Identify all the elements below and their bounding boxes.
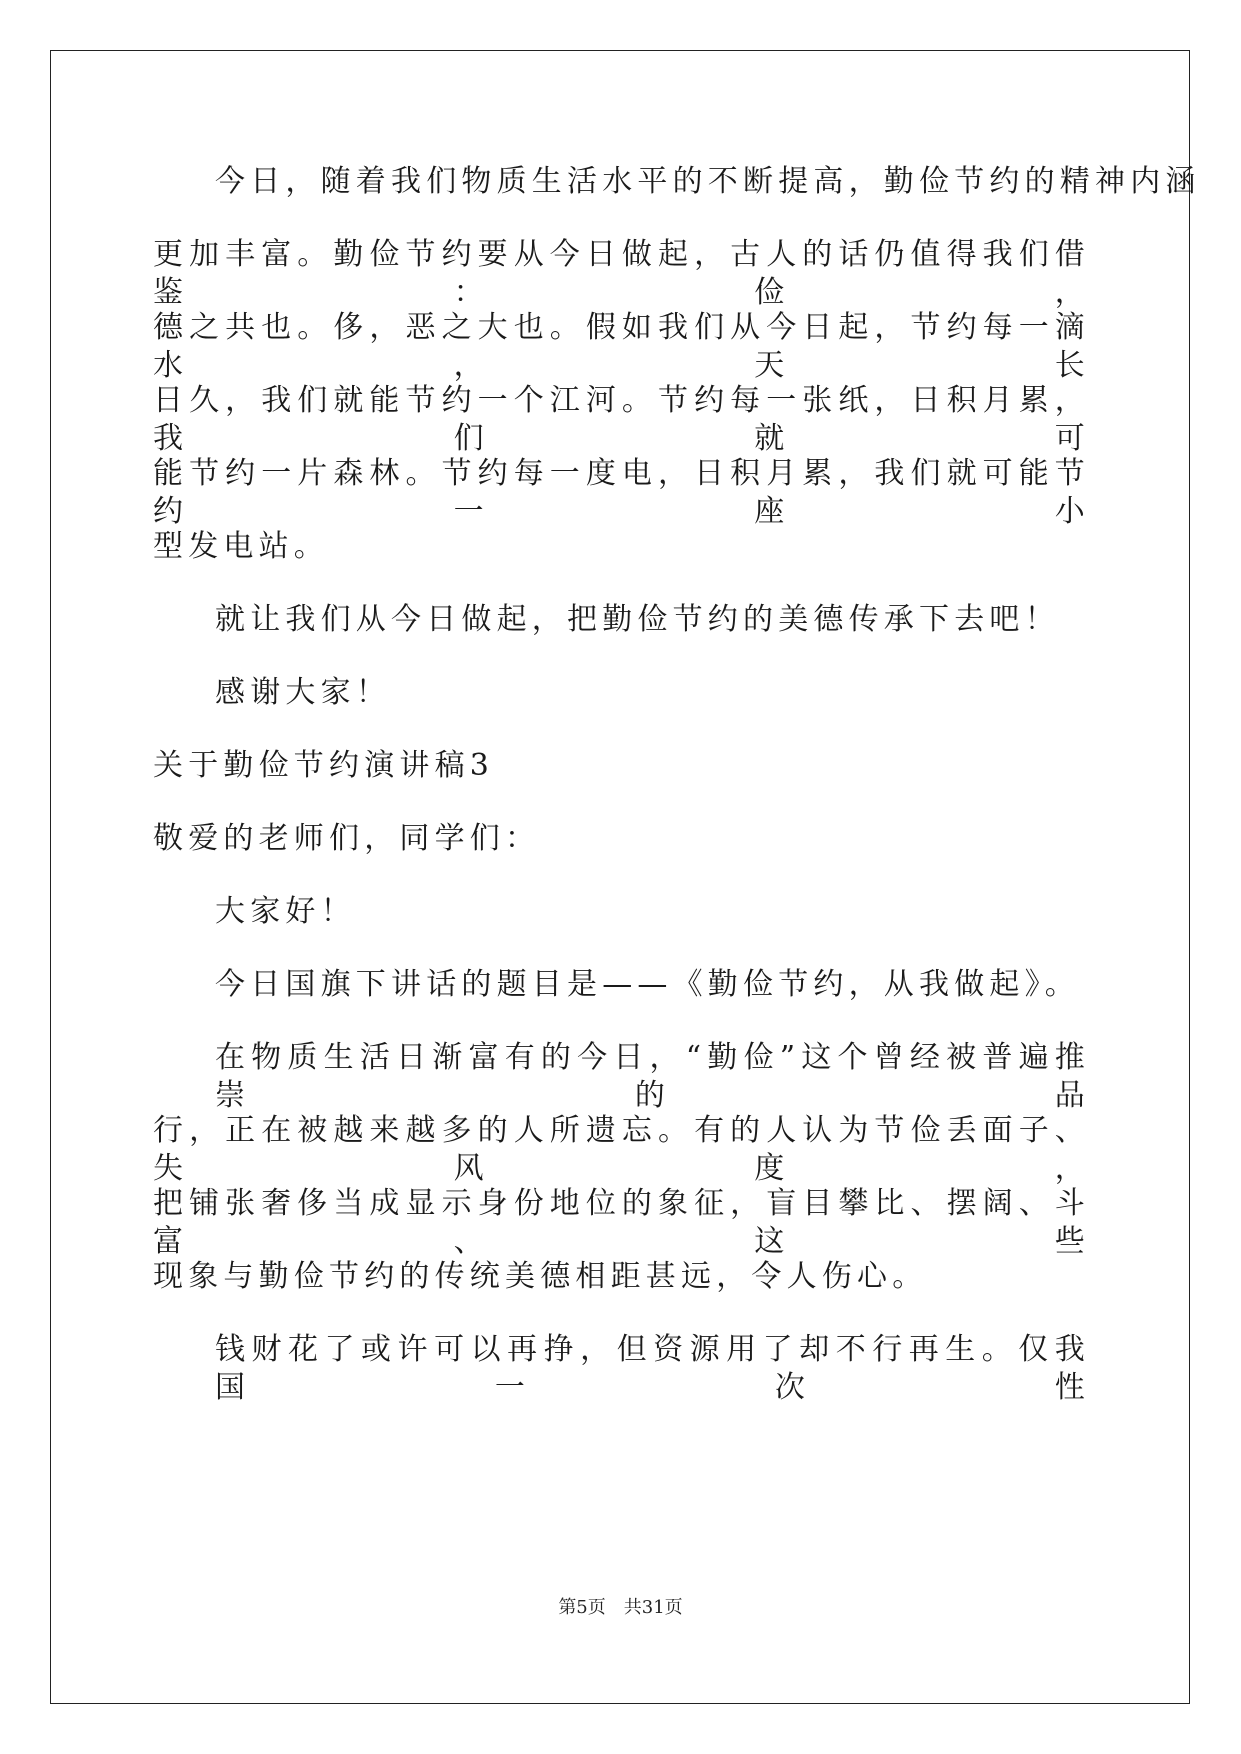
paragraph-line: 型发电站。: [153, 529, 329, 564]
paragraph-line: 更加丰富。勤俭节约要从今日做起，古人的话仍值得我们借鉴：俭，: [153, 237, 1090, 310]
paragraph-line: 在物质生活日渐富有的今日，“勤俭”这个曾经被普遍推崇的品: [215, 1040, 1090, 1113]
salutation: 敬爱的老师们，同学们：: [153, 821, 541, 856]
paragraph-line: 感谢大家！: [215, 675, 391, 710]
page-footer: [0, 1593, 1241, 1619]
paragraph-line: 日久，我们就能节约一个江河。节约每一张纸，日积月累，我们就可: [153, 383, 1090, 456]
paragraph-line: 今日，随着我们物质生活水平的不断提高，勤俭节约的精神内涵: [215, 164, 1201, 199]
paragraph-line: 钱财花了或许可以再挣，但资源用了却不行再生。仅我国一次性: [215, 1332, 1090, 1405]
paragraph-line: 就让我们从今日做起，把勤俭节约的美德传承下去吧！: [215, 602, 1060, 637]
paragraph-line: 现象与勤俭节约的传统美德相距甚远，令人伤心。: [153, 1259, 928, 1294]
greeting: 大家好！: [215, 894, 356, 929]
paragraph-line: 把铺张奢侈当成显示身份地位的象征，盲目攀比、摆阔、斗富、这些: [153, 1186, 1090, 1259]
section-heading: 关于勤俭节约演讲稿3: [153, 748, 495, 783]
paragraph-line: 德之共也。侈，恶之大也。假如我们从今日起，节约每一滴水，天长: [153, 310, 1090, 383]
page-total: 共31页: [623, 1597, 683, 1618]
paragraph-line: 行，正在被越来越多的人所遗忘。有的人认为节俭丢面子、失风度，: [153, 1113, 1090, 1186]
paragraph-line: 今日国旗下讲话的题目是——《勤俭节约，从我做起》。: [215, 967, 1080, 1002]
page-number: 第5页: [558, 1597, 606, 1618]
paragraph-line: 能节约一片森林。节约每一度电，日积月累，我们就可能节约一座小: [153, 456, 1090, 529]
